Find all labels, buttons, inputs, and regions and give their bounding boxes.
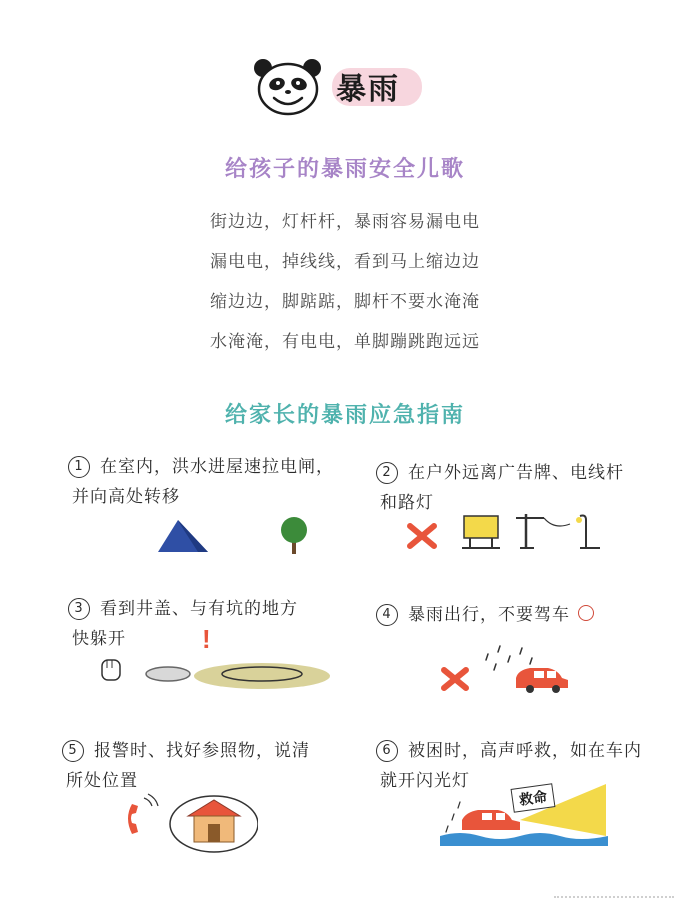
watermark	[554, 896, 674, 908]
page-title: 暴雨	[336, 72, 400, 107]
poem-line: 缩边边，脚踮踮，脚杆不要水淹淹	[210, 292, 480, 312]
rain-icon	[446, 802, 460, 832]
parents-heading: 给家长的暴雨应急指南	[224, 403, 465, 428]
manhole-illustration	[96, 622, 336, 690]
hand-icon	[102, 660, 120, 680]
car-icon	[462, 810, 520, 830]
tip-text: 并向高处转移	[72, 487, 180, 507]
tip-text: 所处位置	[66, 771, 138, 791]
tip-text: 快躲开	[72, 629, 126, 649]
rain-icon	[486, 646, 532, 670]
panda-icon	[250, 56, 326, 116]
tip-1	[68, 452, 358, 512]
tip-number: 3	[68, 598, 90, 620]
poem-line: 水淹淹，有电电，单脚蹦跳跑远远	[210, 332, 480, 352]
tip-text: 在室内，洪水进屋速拉电闸，	[100, 457, 334, 477]
street-lamp-icon	[576, 516, 600, 549]
phone-icon	[128, 804, 138, 834]
poem-line: 漏电电，掉线线，看到马上缩边边	[210, 252, 480, 272]
help-sign: 救命	[511, 783, 556, 813]
tip-text: 和路灯	[380, 493, 434, 513]
power-pole-icon	[516, 514, 570, 548]
no-driving-illustration	[436, 640, 576, 700]
manhole-cover-icon	[146, 667, 190, 681]
cross-icon	[444, 670, 466, 688]
poem-line: 街边边，灯杆杆，暴雨容易漏电电	[210, 212, 480, 232]
title-area	[250, 56, 430, 116]
tip-4	[376, 600, 666, 630]
stamp-icon	[578, 605, 594, 621]
tent-and-tree-illustration	[150, 512, 330, 556]
tip-text: 暴雨出行，不要驾车	[408, 605, 570, 625]
tip-number: 1	[68, 456, 90, 478]
tip-text: 报警时、找好参照物，说清	[94, 741, 310, 761]
cross-icon	[410, 526, 434, 546]
car-icon	[516, 668, 568, 693]
warning-icon: !	[202, 624, 211, 654]
tree-icon	[281, 517, 307, 543]
tip-text: 就开闪光灯	[380, 771, 470, 791]
tip-number: 5	[62, 740, 84, 762]
outdoor-hazards-illustration	[404, 508, 610, 552]
tip-number: 2	[376, 462, 398, 484]
tip-text: 看到井盖、与有坑的地方	[100, 599, 298, 619]
tip-number: 6	[376, 740, 398, 762]
tip-text: 在户外远离广告牌、电线杆	[408, 463, 624, 483]
tip-number: 4	[376, 604, 398, 626]
billboard-icon	[462, 516, 500, 548]
tip-5	[62, 736, 362, 796]
tip-text: 被困时，高声呼救，如在车内	[408, 741, 642, 761]
kids-heading: 给孩子的暴雨安全儿歌	[224, 157, 465, 182]
landmark-illustration	[118, 790, 258, 854]
